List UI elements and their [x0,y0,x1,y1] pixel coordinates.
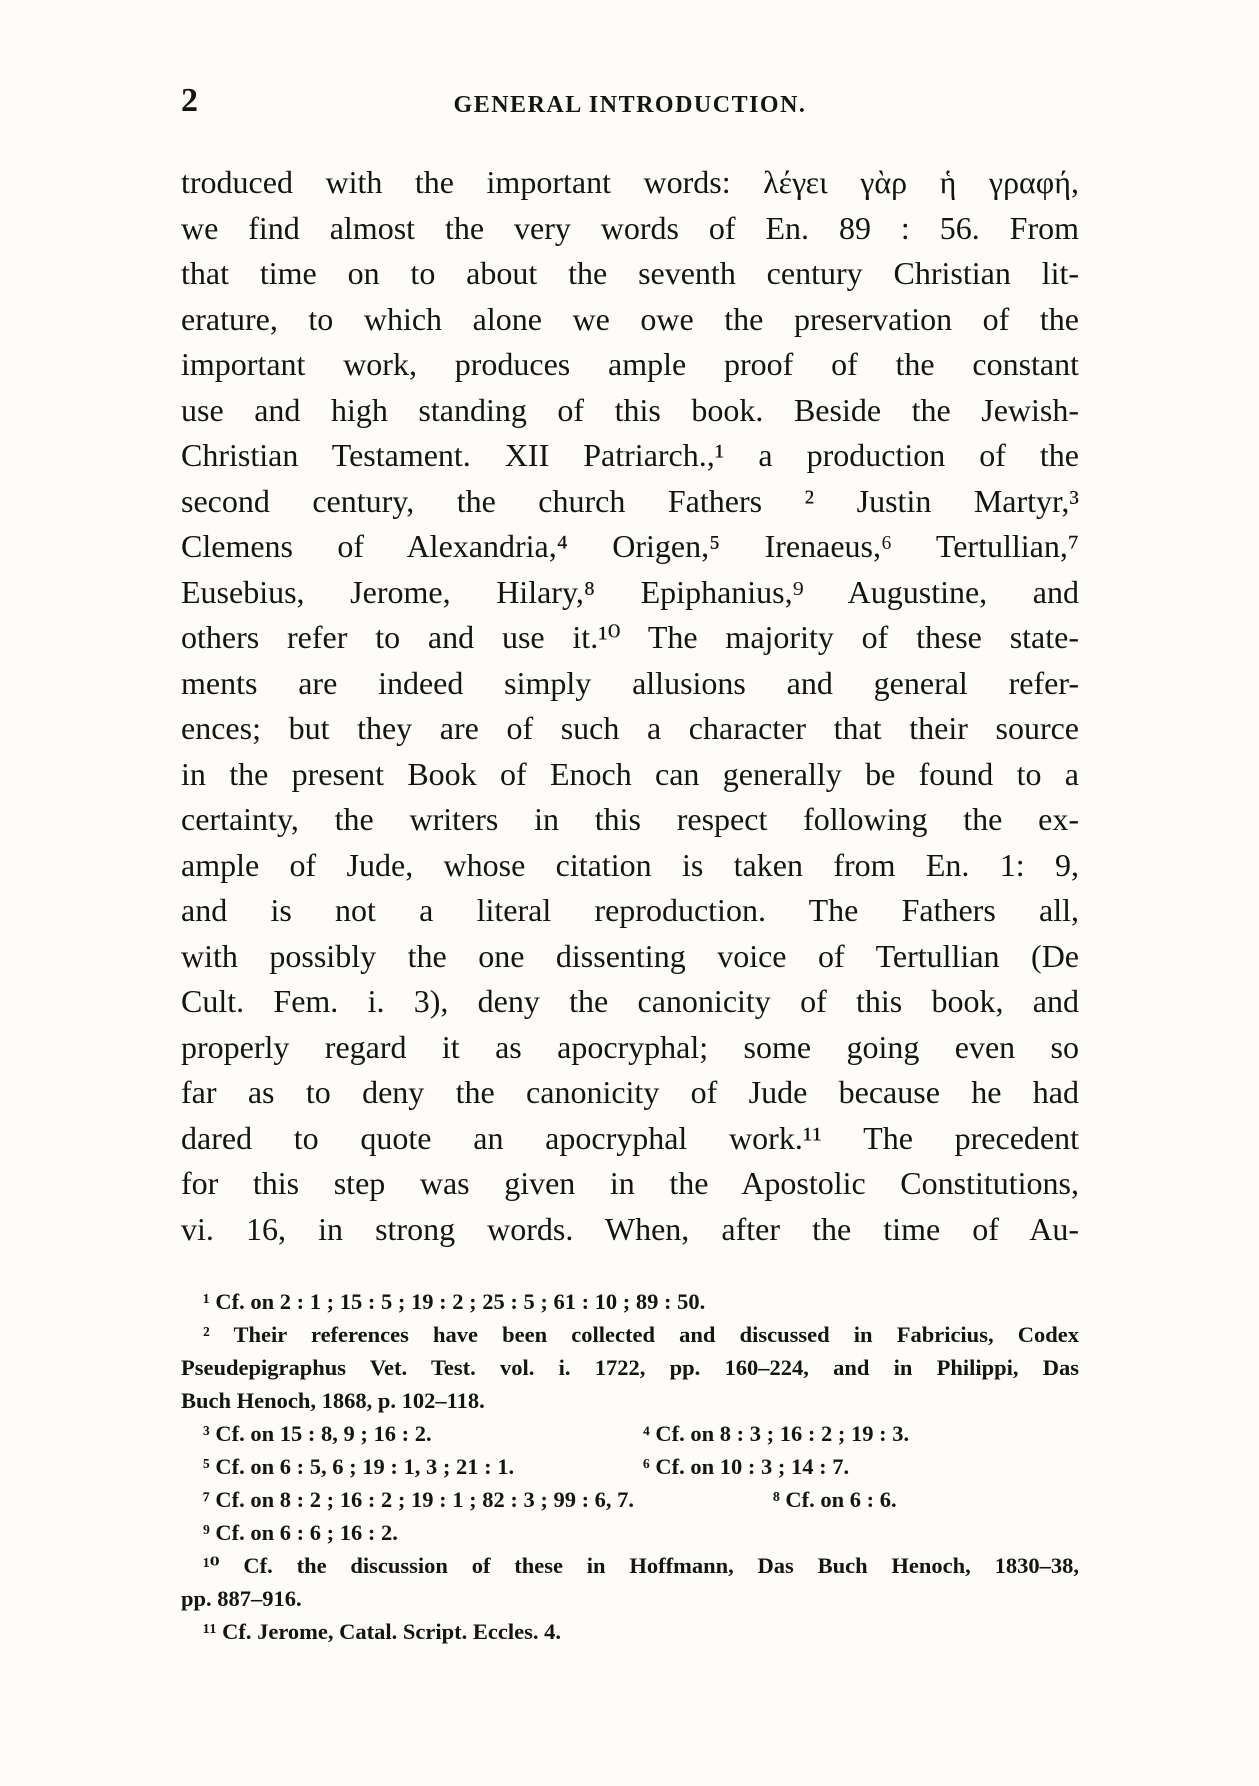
text-line: with possibly the one dissenting voice of Tertullian (De [181,937,1079,974]
footnotes [181,1285,1079,1648]
footnote-2: ² Their references have been collected and discussed in Fabricius, Codex [203,1322,1079,1347]
text-line: Eusebius, Jerome, Hilary,⁸ Epiphanius,⁹ Augustine, and [181,573,1079,610]
text-line: in the present Book of Enoch can generally be found to a [181,755,1079,792]
text-line: important work, produces ample proof of the constant [181,346,1079,382]
running-head: GENERAL INTRODUCTION. [453,92,807,118]
text-line: erature, to which alone we owe the preservation of the [181,300,1079,337]
text-line: far as to deny the canonicity of Jude because he had [181,1074,1079,1110]
text-line: others refer to and use it.¹⁰ The majority of these state- [181,619,1079,655]
text-line: properly regard it as apocryphal; some going even so [181,1028,1079,1065]
text-line: vi. 16, in strong words. When, after the time of Au- [181,1210,1079,1247]
footnote-3: ³ Cf. on 15 : 8, 9 ; 16 : 2. [203,1421,432,1446]
text-line: ample of Jude, whose citation is taken from En. 1: 9, [181,846,1079,883]
text-line: Christian Testament. XII Patriarch.,¹ a production of the [181,437,1079,473]
footnote-5: ⁵ Cf. on 6 : 5, 6 ; 19 : 1, 3 ; 21 : 1. [203,1454,515,1479]
text-line: that time on to about the seventh century Christian lit- [181,255,1079,291]
text-line: Cult. Fem. i. 3), deny the canonicity of this book, and [181,983,1079,1019]
footnote-row [181,1483,1079,1516]
text-line: dared to quote an apocryphal work.¹¹ The precedent [181,1119,1079,1156]
text-line: certainty, the writers in this respect following the ex- [181,801,1079,837]
footnote-7: ⁷ Cf. on 8 : 2 ; 16 : 2 ; 19 : 1 ; 82 : 3 ; 99 : 6, 7. [203,1487,635,1512]
footnote-1: ¹ Cf. on 2 : 1 ; 15 : 5 ; 19 : 2 ; 25 : 5 ; 61 : 10 ; 89 : 50. [203,1289,706,1314]
text-line: Clemens of Alexandria,⁴ Origen,⁵ Irenaeus,⁶ Tertullian,⁷ [181,528,1079,564]
footnote-2-cont: Buch Henoch, 1868, p. 102–118. [181,1388,485,1413]
text-line: ments are indeed simply allusions and general refer- [181,664,1079,701]
footnote-9: ⁹ Cf. on 6 : 6 ; 16 : 2. [203,1520,398,1545]
text-line: and is not a literal reproduction. The Fathers all, [181,892,1079,928]
text-line: troduced with the important words: λέγει γὰρ ἡ γραφή, [181,164,1079,200]
text-line: use and high standing of this book. Beside the Jewish- [181,391,1079,428]
footnote-2-cont: Pseudepigraphus Vet. Test. vol. i. 1722, pp. 160–224, and in Philippi, Das [181,1355,1079,1380]
footnote-10: ¹⁰ Cf. the discussion of these in Hoffmann, Das Buch Henoch, 1830–38, [203,1553,1079,1578]
footnote-8: ⁸ Cf. on 6 : 6. [773,1487,897,1512]
page-number: 2 [181,82,198,119]
text-line: ences; but they are of such a character that their source [181,710,1079,746]
text-line: second century, the church Fathers ² Justin Martyr,³ [181,482,1079,519]
footnote-11: ¹¹ Cf. Jerome, Catal. Script. Eccles. 4. [203,1619,561,1644]
page-header [181,82,1079,132]
text-line: we find almost the very words of En. 89 : 56. From [181,209,1079,246]
footnote-row [181,1417,1079,1450]
body-text [181,160,1079,1252]
footnote-6: ⁶ Cf. on 10 : 3 ; 14 : 7. [643,1454,850,1479]
footnote-row [181,1450,1079,1483]
footnote-4: ⁴ Cf. on 8 : 3 ; 16 : 2 ; 19 : 3. [643,1421,910,1446]
footnote-10-cont: pp. 887–916. [181,1586,302,1611]
text-line: for this step was given in the Apostolic Constitutions, [181,1165,1079,1201]
